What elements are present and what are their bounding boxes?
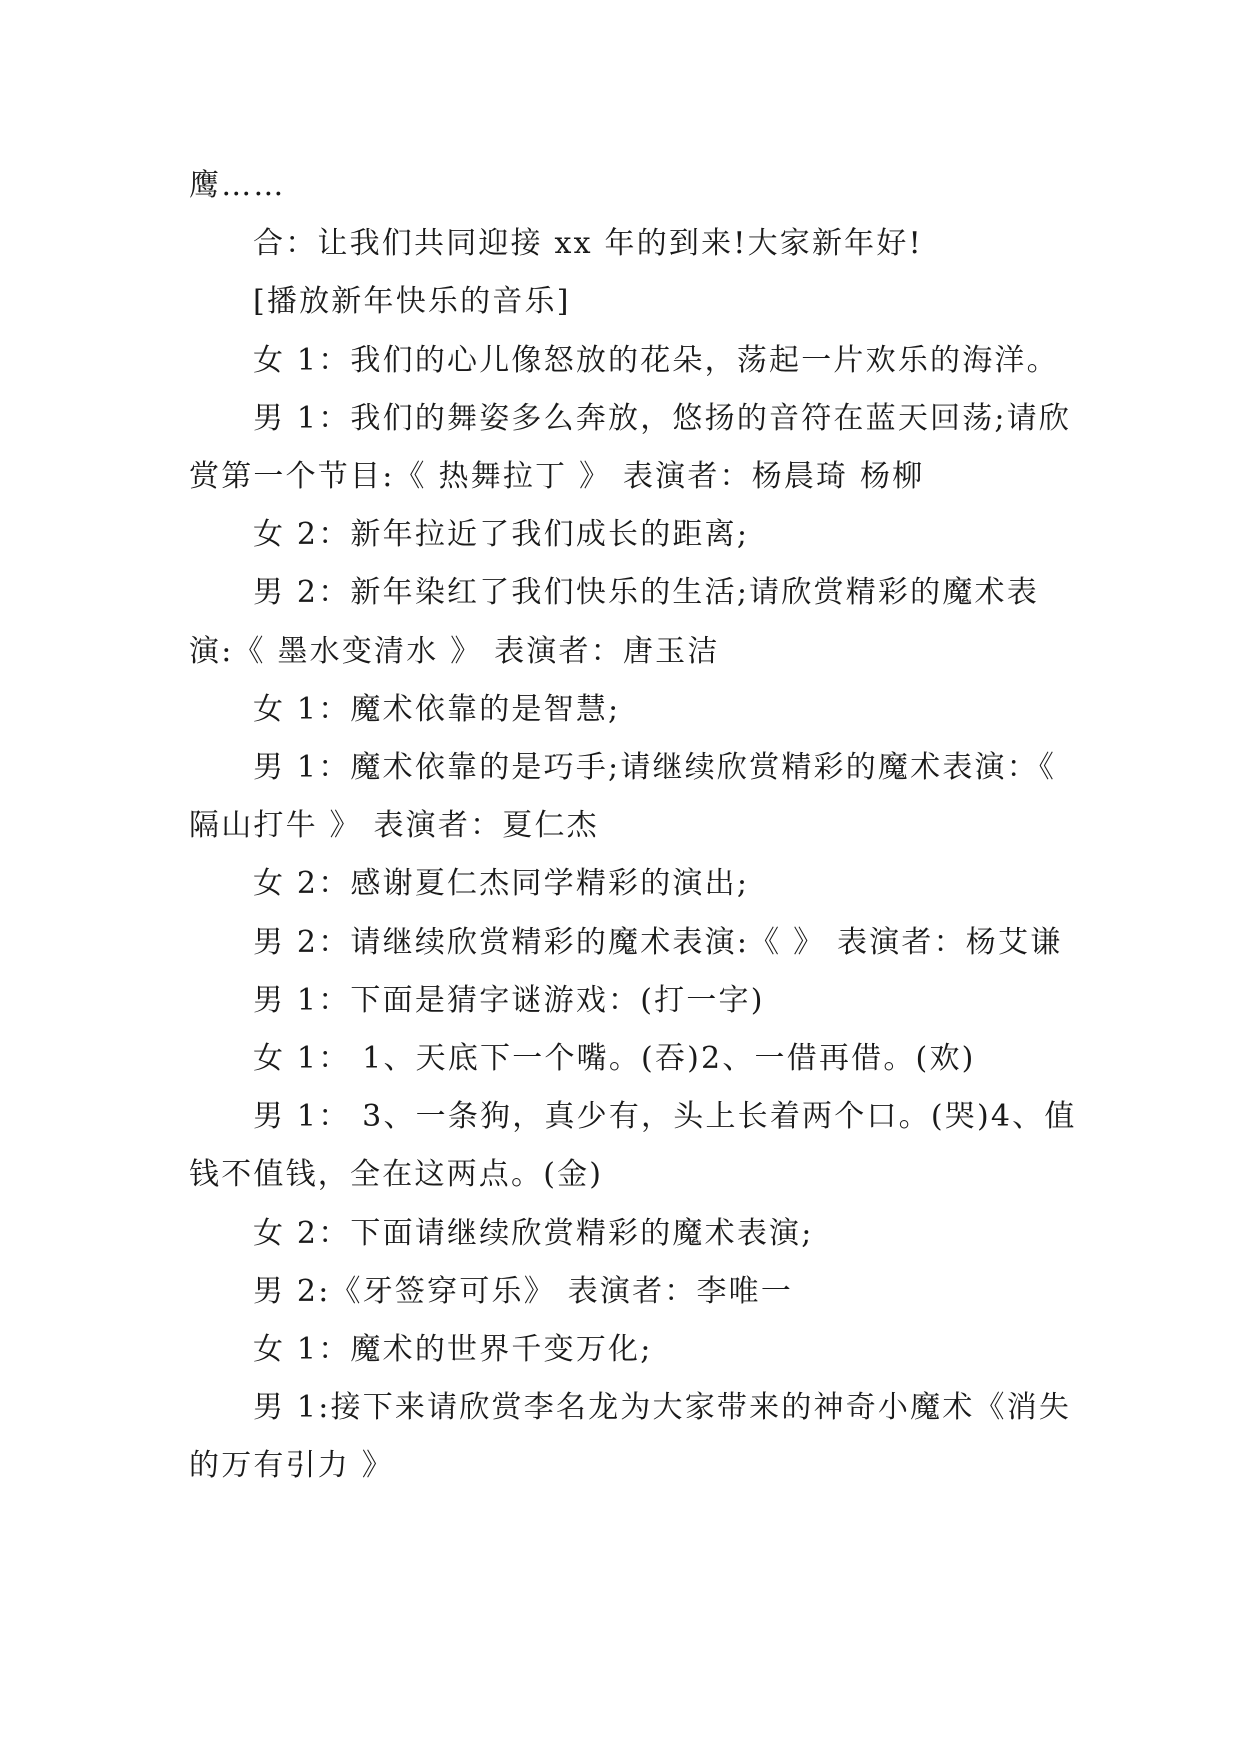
paragraph: 女 1：我们的心儿像怒放的花朵，荡起一片欢乐的海洋。: [253, 342, 1059, 378]
paragraph: 男 1：魔术依靠的是巧手;请继续欣赏精彩的魔术表演：《 隔山打牛 》 表演者：夏仁杰: [189, 750, 1068, 844]
stage-direction: [播放新年快乐的音乐]: [253, 284, 571, 320]
paragraph: 女 1： 1、天底下一个嘴。(吞)2、一借再借。(欢): [253, 1041, 976, 1077]
document-body: [189, 157, 1079, 1496]
paragraph: 男 1：我们的舞姿多么奔放，悠扬的音符在蓝天回荡;请欣赏第一个节目:《 热舞拉丁 》 表演者：杨晨琦 杨柳: [189, 400, 1072, 495]
paragraph: 男 1:接下来请欣赏李名龙为大家带来的神奇小魔术《消失的万有引力 》: [189, 1390, 1072, 1484]
paragraph: 女 2：新年拉近了我们成长的距离;: [253, 517, 750, 553]
paragraph: 合：让我们共同迎接 xx 年的到来!大家新年好!: [253, 226, 923, 262]
paragraph: 男 1：下面是猜字谜游戏：(打一字): [253, 982, 765, 1018]
paragraph: 女 2：感谢夏仁杰同学精彩的演出;: [253, 866, 750, 902]
paragraph: 女 1：魔术依靠的是智慧;: [253, 691, 621, 727]
paragraph: 女 1：魔术的世界千变万化;: [253, 1332, 653, 1368]
paragraph: 男 2：新年染红了我们快乐的生活;请欣赏精彩的魔术表演:《 墨水变清水 》 表演者：唐玉洁: [189, 575, 1039, 669]
paragraph: 男 2:《牙签穿可乐》 表演者：李唯一: [253, 1273, 794, 1309]
continuation-line: 鹰……: [189, 168, 286, 203]
paragraph: 男 2：请继续欣赏精彩的魔术表演:《 》 表演者：杨艾谦: [253, 924, 1063, 960]
paragraph: 女 2：下面请继续欣赏精彩的魔术表演;: [253, 1215, 814, 1251]
paragraph: 男 1： 3、一条狗，真少有，头上长着两个口。(哭)4、值钱不值钱，全在这两点。(金): [189, 1099, 1077, 1193]
